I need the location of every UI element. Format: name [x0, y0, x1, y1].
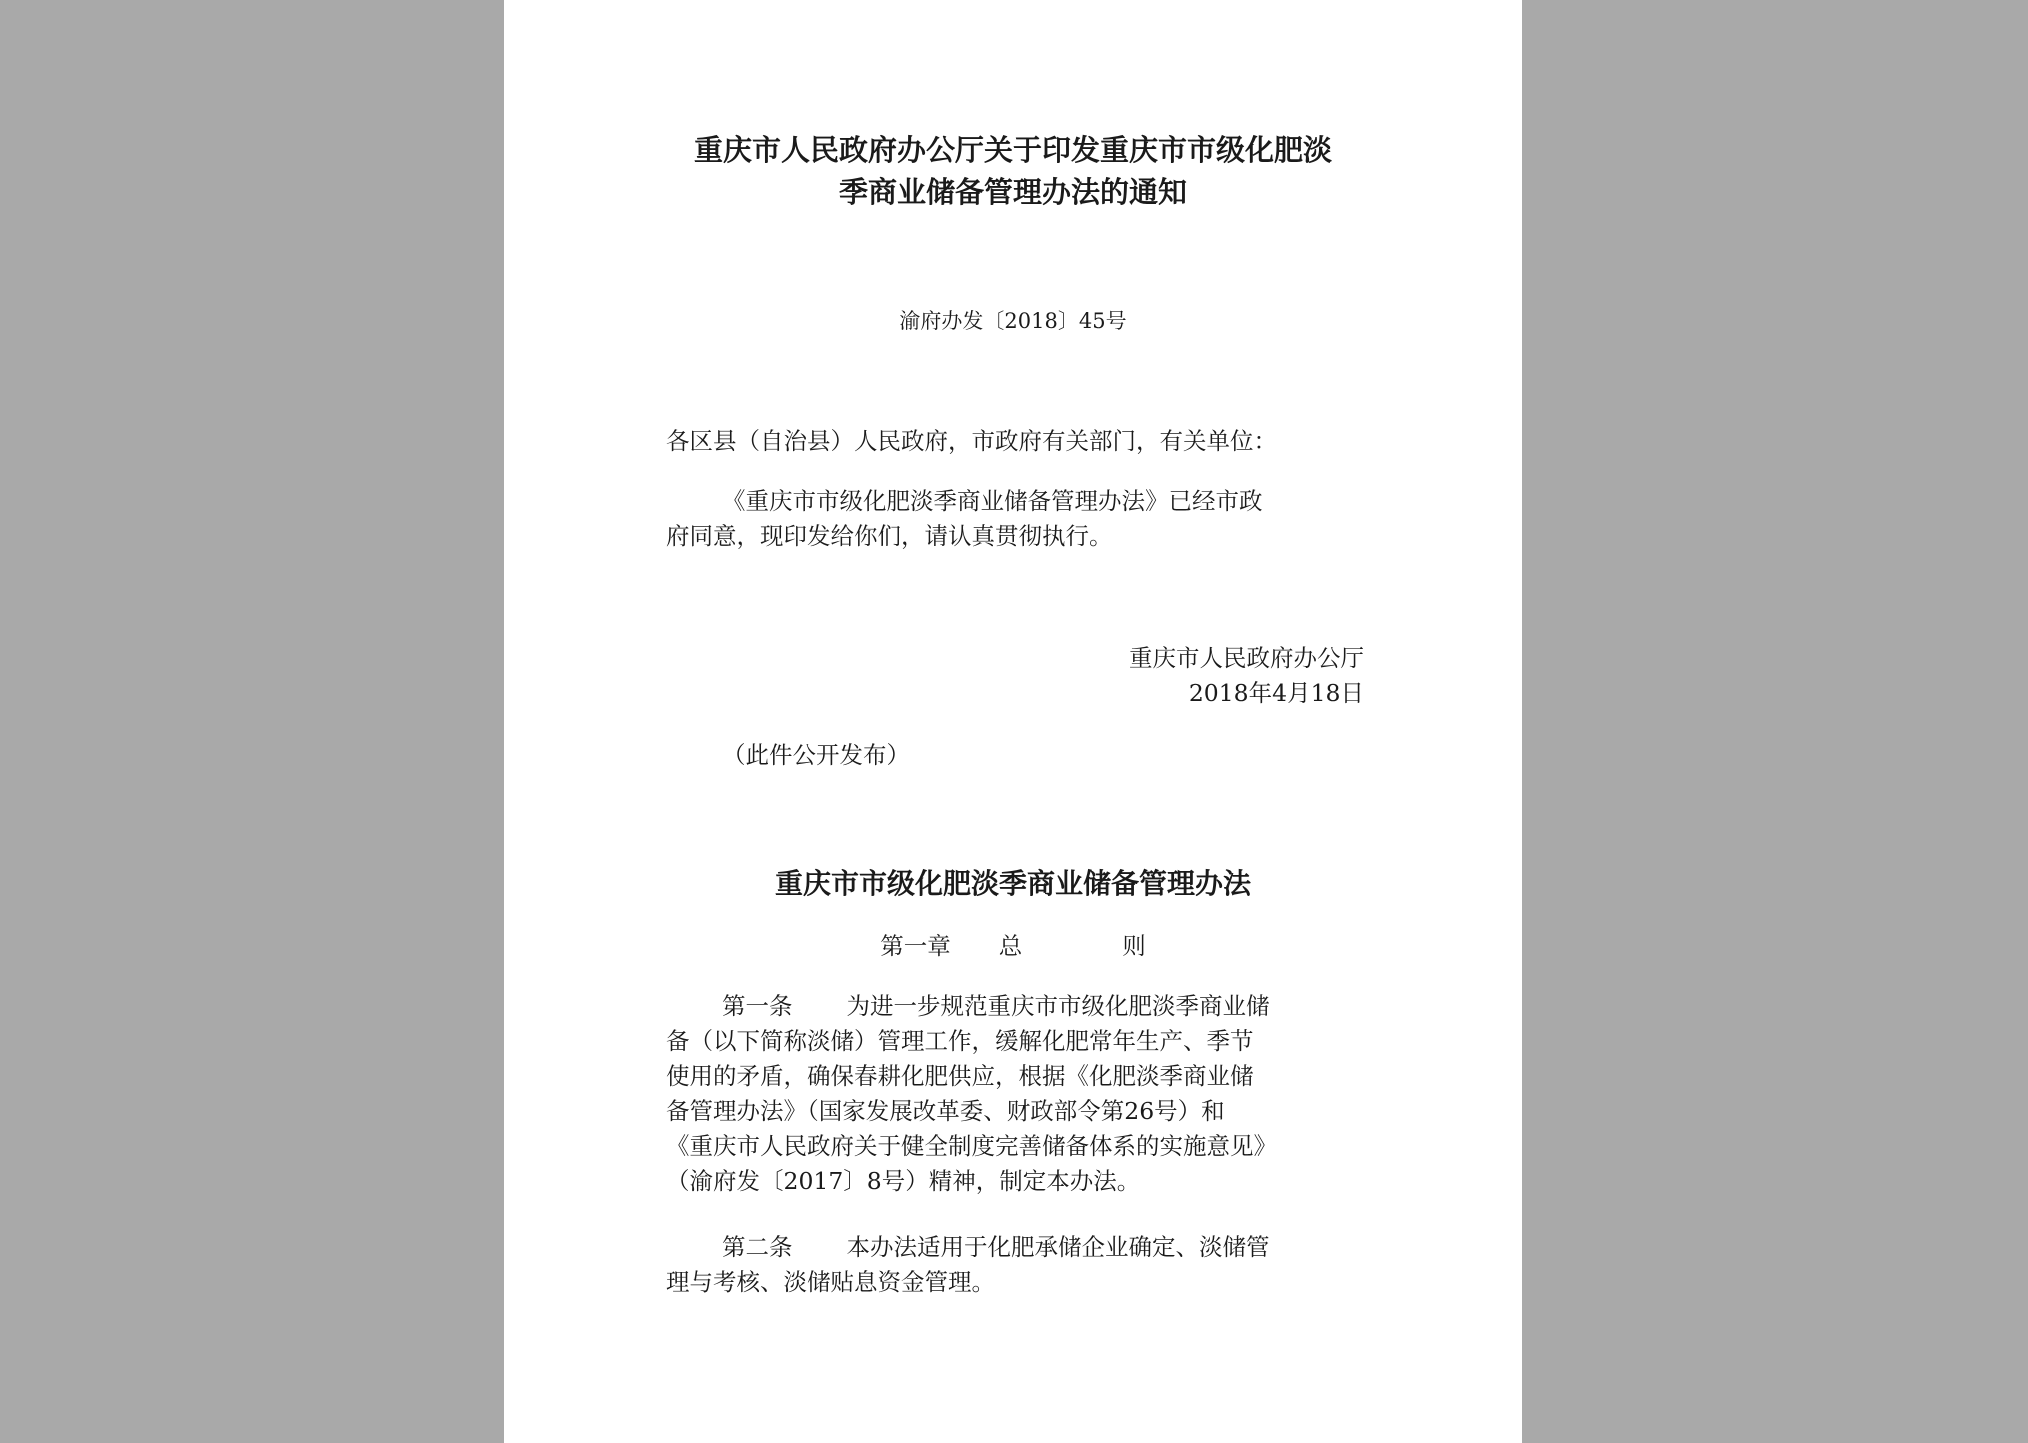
article-2-line-1: 第二条 本办法适用于化肥承储企业确定、淡储管 [722, 1233, 1270, 1261]
measures-title: 重庆市市级化肥淡季商业储备管理办法 [774, 867, 1251, 900]
article-1-line-6: （渝府发〔2017〕8号）精神，制定本办法。 [666, 1167, 1141, 1195]
addressee: 各区县（自治县）人民政府，市政府有关部门，有关单位： [666, 427, 1277, 455]
issuing-office: 重庆市人民政府办公厅 [1129, 644, 1364, 672]
notice-title-line-2: 季商业储备管理办法的通知 [838, 175, 1187, 209]
article-1-line-2: 备（以下简称淡储）管理工作，缓解化肥常年生产、季节 [666, 1027, 1254, 1055]
publication-note: （此件公开发布） [722, 741, 910, 769]
article-2-label: 第二条 [722, 1233, 793, 1261]
notice-body-line-2: 府同意，现印发给你们，请认真贯彻执行。 [666, 522, 1113, 550]
article-1-line-1: 第一条 为进一步规范重庆市市级化肥淡季商业储 [722, 992, 1270, 1020]
issue-date: 2018年4月18日 [1188, 679, 1364, 707]
article-1-line-5: 《重庆市人民政府关于健全制度完善储备体系的实施意见》 [666, 1132, 1277, 1160]
chapter-name-second: 则 [1122, 932, 1146, 960]
notice-body-line-1: 《重庆市市级化肥淡季商业储备管理办法》已经市政 [722, 487, 1263, 515]
article-1-line-4: 备管理办法》（国家发展改革委、财政部令第26号）和 [666, 1097, 1225, 1125]
chapter-name-first: 总 [998, 932, 1023, 960]
chapter-heading [504, 927, 1522, 961]
article-1-label: 第一条 [722, 992, 793, 1020]
article-1-line-3: 使用的矛盾，确保春耕化肥供应，根据《化肥淡季商业储 [666, 1062, 1254, 1090]
chapter-label: 第一章 [880, 932, 951, 960]
document-page [504, 0, 1522, 1443]
notice-title-line-1: 重庆市人民政府办公厅关于印发重庆市市级化肥淡 [693, 133, 1332, 167]
article-2-line-2: 理与考核、淡储贴息资金管理。 [666, 1268, 995, 1296]
document-number: 渝府办发〔2018〕45号 [899, 309, 1127, 333]
